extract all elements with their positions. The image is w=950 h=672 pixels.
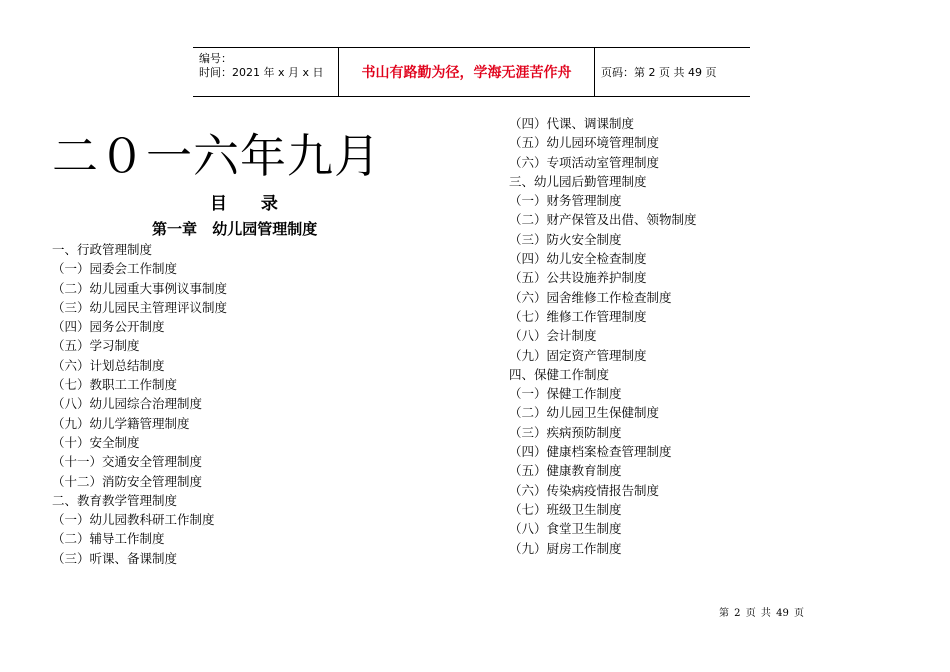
toc-item: （十一）交通安全管理制度 bbox=[52, 454, 203, 470]
toc-item: （六）专项活动室管理制度 bbox=[509, 154, 660, 170]
toc-item: （二）辅导工作制度 bbox=[52, 531, 165, 547]
toc-item: （四）幼儿安全检查制度 bbox=[509, 251, 647, 267]
toc-item: （九）幼儿学籍管理制度 bbox=[52, 415, 190, 431]
page-footer: 第 2 页 共 49 页 bbox=[719, 608, 804, 619]
toc-item: 四、保健工作制度 bbox=[509, 366, 610, 382]
toc-item: （二）财产保管及出借、领物制度 bbox=[509, 212, 697, 228]
toc-item: （一）保健工作制度 bbox=[509, 386, 622, 402]
toc-item: （六）计划总结制度 bbox=[52, 357, 165, 373]
toc-item: （五）公共设施养护制度 bbox=[509, 270, 647, 286]
toc-list-right bbox=[509, 114, 697, 558]
toc-item: （七）维修工作管理制度 bbox=[509, 308, 647, 324]
toc-item: （六）传染病疫情报告制度 bbox=[509, 482, 660, 498]
toc-item: （三）防火安全制度 bbox=[509, 231, 622, 247]
number-label: 编号： bbox=[199, 52, 232, 65]
page-header bbox=[193, 47, 750, 97]
toc-item: （八）会计制度 bbox=[509, 328, 597, 344]
toc-item: （八）食堂卫生制度 bbox=[509, 521, 622, 537]
toc-item: （三）幼儿园民主管理评议制度 bbox=[52, 299, 228, 315]
header-page-info: 页码：第 2 页 共 49 页 bbox=[601, 66, 717, 79]
toc-item: （五）学习制度 bbox=[52, 338, 140, 354]
toc-item: （二）幼儿园卫生保健制度 bbox=[509, 405, 660, 421]
toc-item: （七）教职工工作制度 bbox=[52, 377, 178, 393]
toc-item: （一）财务管理制度 bbox=[509, 193, 622, 209]
toc-item: （五）幼儿园环境管理制度 bbox=[509, 135, 660, 151]
toc-list-left bbox=[52, 240, 227, 568]
toc-item: （九）固定资产管理制度 bbox=[509, 347, 647, 363]
toc-heading: 目 录 bbox=[210, 194, 282, 214]
toc-item: （七）班级卫生制度 bbox=[509, 501, 622, 517]
chapter-heading: 第一章 幼儿园管理制度 bbox=[152, 220, 318, 238]
toc-item: 二、教育教学管理制度 bbox=[52, 492, 178, 508]
header-meta bbox=[193, 48, 338, 96]
toc-item: （四）代课、调课制度 bbox=[509, 116, 635, 131]
toc-item: （十二）消防安全管理制度 bbox=[52, 473, 203, 489]
toc-item: （四）健康档案检查管理制度 bbox=[509, 444, 672, 460]
time-label: 时间：2021 年 x 月 x 日 bbox=[199, 66, 324, 79]
toc-item: （十）安全制度 bbox=[52, 434, 140, 450]
toc-item: （八）幼儿园综合治理制度 bbox=[52, 396, 203, 412]
toc-item: （九）厨房工作制度 bbox=[509, 540, 622, 556]
toc-item: （三）疾病预防制度 bbox=[509, 424, 622, 440]
header-motto: 书山有路勤为径，学海无涯苦作舟 bbox=[338, 48, 595, 96]
toc-item: 三、幼儿园后勤管理制度 bbox=[509, 173, 647, 189]
toc-item: （一）幼儿园教科研工作制度 bbox=[52, 512, 215, 528]
toc-item: （一）园委会工作制度 bbox=[52, 261, 178, 277]
toc-item: （五）健康教育制度 bbox=[509, 463, 622, 479]
toc-item: 一、行政管理制度 bbox=[52, 242, 153, 257]
toc-item: （二）幼儿园重大事例议事制度 bbox=[52, 280, 228, 296]
date-title: 二０一六年九月 bbox=[52, 129, 381, 183]
toc-item: （六）园舍维修工作检查制度 bbox=[509, 289, 672, 305]
toc-item: （四）园务公开制度 bbox=[52, 319, 165, 335]
toc-item: （三）听课、备课制度 bbox=[52, 550, 178, 566]
